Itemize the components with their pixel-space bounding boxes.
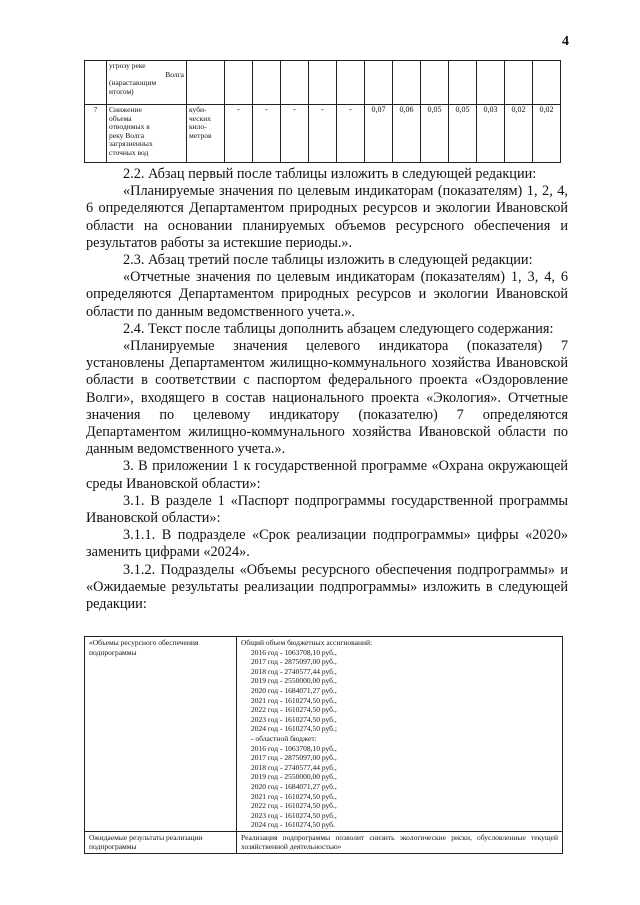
paragraph: 3.1.1. В подразделе «Срок реализации подпрограммы» цифры «2020» заменить цифрами «2024». [86,527,568,561]
table-row [85,105,561,163]
indicator-value: 0,07 [365,105,393,163]
row-number: 7 [85,105,107,163]
paragraph: 3. В приложении 1 к государственной программе «Охрана окружающей среды Ивановской области»: [86,458,568,492]
passport-label: «Объемы ресурсного обеспечения подпрограммы [85,637,237,832]
table-cell: угрозу реке Волга (нарастающим итогом) [107,61,187,105]
indicator-value: - [309,105,337,163]
body-text [86,166,568,613]
paragraph: «Планируемые значения по целевым индикаторам (показателям) 1, 2, 4, 6 определяются Департаментом природных ресурсов и экологии Ивановской области на основании планируемых объемов ресурсного обеспечения и результатов работы за истекшие периоды.». [86,183,568,251]
paragraph: 3.1. В разделе 1 «Паспорт подпрограммы государственной программы Ивановской области»: [86,492,568,527]
passport-label: Ожидаемые результаты реализации подпрограммы [85,831,237,853]
passport-table [84,636,563,854]
indicator-value: 0,02 [533,105,561,163]
indicator-value: 0,05 [421,105,449,163]
indicator-value: - [225,105,253,163]
table-row [85,61,561,105]
indicator-table [84,60,561,163]
page-number: 4 [562,34,569,49]
table-cell [85,61,107,105]
indicator-value: - [337,105,365,163]
table-row [85,831,563,853]
indicator-value: 0,02 [505,105,533,163]
paragraph: 3.1.2. Подразделы «Объемы ресурсного обеспечения подпрограммы» и «Ожидаемые результаты реализации подпрограммы» изложить в следующей редакции: [86,561,568,613]
table-row [85,637,563,832]
indicator-value: 0,03 [477,105,505,163]
paragraph: 2.2. Абзац первый после таблицы изложить в следующей редакции: [123,166,537,182]
indicator-value: - [253,105,281,163]
indicator-description: Снижение объема отводимых в реку Волга загрязненных сточных вод [107,105,187,163]
paragraph: «Планируемые значения целевого индикатора (показателя) 7 установлены Департаментом жилищно-коммунального хозяйства Ивановской области в соответствии с паспортом федерального проекта «Оздоровление Волги», входящего в состав национального проекта «Экология». Отчетные значения по целевому индикатору (показателю) 7 определяются Департаментом жилищно-коммунального хозяйства Ивановской области по данным ведомственного учета.». [86,338,568,458]
passport-values: Общий объем бюджетных ассигнований: 2016 год - 1063708,10 руб., 2017 год - 2875097,00 руб., 2018 год - 2740577,44 руб., 2019 год - 2550000,00 руб., 2020 год - 1684071,27 руб., 2021 год - 1610274,50 руб., 2022 год - 1610274,50 руб., 2023 год - 1610274,50 руб., 2024 год - 1610274,50 руб.; - областной бюджет: 2016 год - 1063708,10 руб., 2017 год - 2875097,00 руб., 2018 год - 2740577,44 руб., 2019 год - 2550000,00 руб., 2020 год - 1684071,27 руб., 2021 год - 1610274,50 руб., 2022 год - 1610274,50 руб., 2023 год - 1610274,50 руб., 2024 год - 1610274,50 руб. [237,637,563,832]
indicator-unit: куби- ческих кило- метров [187,105,225,163]
indicator-value: 0,06 [393,105,421,163]
indicator-value: - [281,105,309,163]
paragraph: «Отчетные значения по целевым индикаторам (показателям) 1, 3, 4, 6 определяются Департаментом природных ресурсов и экологии Ивановской области по данным ведомственного учета.». [86,269,568,320]
paragraph: 2.4. Текст после таблицы дополнить абзацем следующего содержания: [123,320,554,337]
paragraph: 2.3. Абзац третий после таблицы изложить в следующей редакции: [123,252,533,269]
indicator-value: 0,05 [449,105,477,163]
passport-result: Реализация подпрограммы позволит снизить экологические риски, обусловленные текущей хозяйственной деятельностью» [237,831,563,853]
